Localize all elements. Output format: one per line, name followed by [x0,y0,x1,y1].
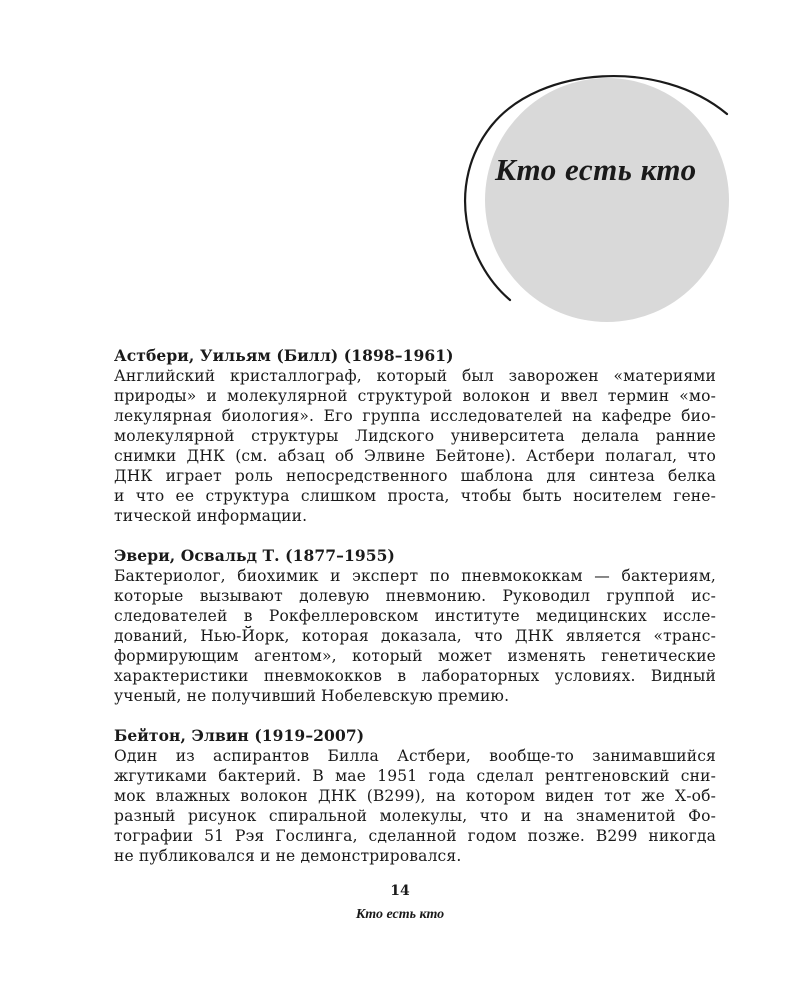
entries-list [114,346,716,886]
entry-line: Английский кристаллограф, который был заворожен «материями [114,367,716,385]
entry-heading: Бейтон, Элвин (1919–2007) [114,726,365,745]
entry-avery [114,546,716,706]
entry-line: тографии 51 Рэя Гослинга, сделанной годом позже. B299 никогда [114,827,716,845]
entry-line: не публиковался и не демонстрировался. [114,847,462,865]
entry-line: молекулярной структуры Лидского университета делала ранние [114,427,716,445]
entry-line: которые вызывают долевую пневмонию. Руководил группой ис- [114,587,716,605]
chapter-title: Кто есть кто [495,152,697,187]
entry-line: дований, Нью-Йорк, которая доказала, что ДНК является «транс- [114,627,716,645]
page-number: 14 [390,883,410,899]
entry-line: ученый, не получивший Нобелевскую премию. [114,687,510,705]
gray-circle [485,78,729,322]
entry-line: и что ее структура слишком проста, чтобы быть носителем гене- [114,487,716,505]
entry-beighton [114,726,716,866]
entry-line: формирующим агентом», который может изменять генетические [114,647,716,665]
entry-line: снимки ДНК (см. абзац об Элвине Бейтоне). Астбери полагал, что [114,447,716,465]
entry-line: тической информации. [114,507,308,525]
entry-line: следователей в Рокфеллеровском институте медицинских иссле- [114,607,716,625]
entry-heading: Астбери, Уильям (Билл) (1898–1961) [114,346,454,365]
entry-line: разный рисунок спиральной молекулы, что и на знаменитой Фо- [114,807,716,825]
entry-line: Один из аспирантов Билла Астбери, вообще-то занимавшийся [114,747,716,765]
entry-line: мок влажных волокон ДНК (B299), на котором виден тот же Х-об- [114,787,716,805]
entry-line: жгутиками бактерий. В мае 1951 года сделал рентгеновский сни- [114,767,716,785]
entry-line: ДНК играет роль непосредственного шаблона для синтеза белка [114,467,716,485]
entry-line: лекулярная биология». Его группа исследователей на кафедре био- [114,407,716,425]
entry-astbury [114,346,716,526]
entry-line: Бактериолог, биохимик и эксперт по пневмококкам — бактериям, [114,567,716,585]
entry-line: природы» и молекулярной структурой волокон и ввел термин «мо- [114,387,716,405]
running-footer-title: Кто есть кто [355,907,445,922]
entry-line: характеристики пневмококков в лабораторных условиях. Видный [114,667,716,685]
entry-heading: Эвери, Освальд Т. (1877–1955) [114,546,395,565]
